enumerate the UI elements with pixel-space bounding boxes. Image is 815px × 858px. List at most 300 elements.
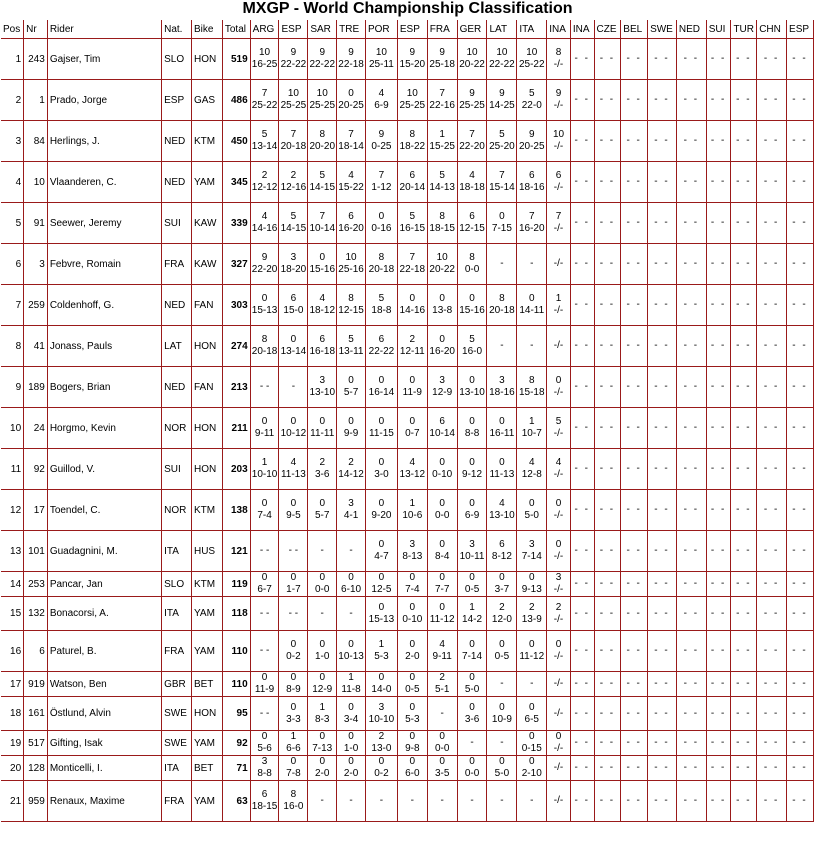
- empty-result: - -: [574, 176, 590, 187]
- cell-rider: Renaux, Maxime: [47, 781, 161, 822]
- empty-result: - -: [574, 737, 590, 748]
- race-results: 18-22: [399, 141, 426, 152]
- cell-race-result: [757, 572, 787, 597]
- race-points: 0: [499, 416, 505, 427]
- col-header-race: BEL: [621, 20, 648, 39]
- cell-race-result: [621, 326, 648, 367]
- empty-result: - -: [736, 795, 752, 806]
- empty-result: - -: [626, 94, 642, 105]
- cell-race-result: [279, 597, 308, 631]
- race-points: 8: [469, 252, 475, 263]
- cell-race-result: [648, 756, 677, 781]
- race-points: 2: [409, 334, 416, 345]
- cell-total: 110: [222, 631, 250, 672]
- cell-race-result: [279, 203, 308, 244]
- race-results: 7-14: [521, 551, 542, 562]
- empty-result: - -: [683, 53, 700, 64]
- cell-race-result: [517, 756, 547, 781]
- empty-result: - -: [763, 795, 780, 806]
- race-results: 6-7: [257, 584, 272, 595]
- race-results: 0-25: [371, 141, 392, 152]
- cell-race-result: [594, 408, 621, 449]
- cell-race-result: [365, 367, 397, 408]
- cell-race-result: [570, 631, 594, 672]
- cell-pos: 4: [1, 162, 24, 203]
- race-points: 0: [469, 701, 475, 713]
- cell-race-result: [570, 285, 594, 326]
- empty-result: - -: [736, 463, 752, 474]
- col-header-race: ESP: [787, 20, 814, 39]
- race-results: 4-7: [374, 551, 389, 562]
- cell-race-result: [594, 244, 621, 285]
- cell-race-result: [487, 781, 517, 822]
- race-points: -: [530, 795, 534, 806]
- empty-result: - -: [763, 737, 780, 748]
- race-points: 0: [261, 416, 268, 427]
- empty-result: - -: [599, 463, 616, 474]
- empty-result: - -: [683, 176, 700, 187]
- race-results: 16-18: [309, 346, 336, 357]
- empty-result: - -: [736, 135, 752, 146]
- cell-race-result: [517, 490, 547, 531]
- cell-race-result: [547, 326, 571, 367]
- cell-total: 138: [222, 490, 250, 531]
- col-header-race: NED: [676, 20, 706, 39]
- empty-result: - -: [654, 645, 670, 656]
- cell-race-result: [457, 572, 487, 597]
- race-results: 18-15: [251, 801, 278, 812]
- cell-race-result: [706, 162, 731, 203]
- race-points: 10: [552, 129, 565, 140]
- cell-race-result: [547, 731, 571, 756]
- cell-race-result: [365, 731, 397, 756]
- race-results: 0-10: [402, 613, 423, 625]
- race-results: 12-11: [399, 346, 425, 357]
- cell-race-result: [517, 285, 547, 326]
- cell-race-result: [570, 531, 594, 572]
- empty-result: - -: [626, 135, 642, 146]
- cell-race-result: [397, 244, 427, 285]
- cell-race-result: [250, 756, 279, 781]
- table-row: [1, 80, 814, 121]
- race-points: -: [500, 678, 504, 689]
- cell-race-result: [621, 697, 648, 731]
- cell-race-result: [308, 756, 337, 781]
- cell-race-result: [547, 80, 571, 121]
- race-results: 12-0: [491, 613, 512, 625]
- cell-rider: Bogers, Brian: [47, 367, 161, 408]
- race-results: 14-11: [519, 305, 545, 316]
- empty-result: - -: [710, 578, 727, 589]
- race-points: -/-: [553, 258, 564, 269]
- race-results: 11-9: [402, 387, 422, 398]
- empty-result: - -: [792, 176, 808, 187]
- race-results: 8-13: [402, 551, 423, 562]
- race-points: 0: [319, 639, 325, 650]
- race-results: 10-10: [251, 469, 278, 480]
- empty-result: - -: [626, 299, 642, 310]
- cell-nat: SWE: [162, 697, 192, 731]
- race-results: 20-18: [251, 346, 278, 357]
- race-points: 2: [439, 672, 445, 683]
- race-points: 8: [555, 47, 562, 58]
- race-results: 3-4: [343, 713, 359, 725]
- cell-race-result: [457, 162, 487, 203]
- race-points: 4: [555, 457, 562, 468]
- cell-race-result: [787, 285, 814, 326]
- empty-result: - -: [654, 53, 670, 64]
- race-points: 0: [409, 639, 416, 650]
- cell-race-result: [676, 531, 706, 572]
- cell-race-result: [337, 121, 366, 162]
- cell-race-result: [337, 285, 366, 326]
- cell-race-result: [676, 572, 706, 597]
- race-results: 0-2: [374, 768, 389, 779]
- cell-nat: FRA: [162, 631, 192, 672]
- race-points: 9: [290, 47, 297, 58]
- cell-nr: 959: [24, 781, 48, 822]
- table-row: [1, 697, 814, 731]
- col-header-race: TRE: [337, 20, 366, 39]
- cell-race-result: [676, 408, 706, 449]
- cell-race-result: [397, 597, 427, 631]
- race-points: 1: [439, 129, 445, 140]
- col-header-nat: Nat.: [162, 20, 192, 39]
- empty-result: - -: [792, 578, 808, 589]
- cell-rider: Toendel, C.: [47, 490, 161, 531]
- empty-result: - -: [599, 504, 616, 515]
- empty-result: - -: [599, 678, 616, 689]
- race-points: 0: [409, 416, 416, 427]
- empty-result: - -: [599, 94, 616, 105]
- cell-race-result: [308, 449, 337, 490]
- cell-race-result: [427, 80, 457, 121]
- cell-bike: BET: [191, 672, 222, 697]
- cell-total: 274: [222, 326, 250, 367]
- race-results: 8-4: [434, 551, 450, 562]
- race-points: 8: [439, 211, 445, 222]
- race-results: 2-0: [343, 768, 359, 779]
- cell-race-result: [547, 672, 571, 697]
- race-results: 11-9: [254, 684, 275, 695]
- race-points: 2: [555, 601, 562, 613]
- cell-race-result: [487, 631, 517, 672]
- cell-race-result: [594, 572, 621, 597]
- cell-race-result: [706, 597, 731, 631]
- race-points: 6: [469, 211, 475, 222]
- cell-race-result: [787, 203, 814, 244]
- cell-race-result: [279, 781, 308, 822]
- cell-race-result: [757, 367, 787, 408]
- cell-race-result: [365, 572, 397, 597]
- cell-race-result: [731, 39, 757, 80]
- cell-race-result: [570, 80, 594, 121]
- cell-race-result: [397, 203, 427, 244]
- cell-race-result: [570, 244, 594, 285]
- cell-total: 303: [222, 285, 250, 326]
- race-points: 6: [319, 334, 325, 345]
- race-points: 0: [528, 498, 535, 509]
- race-points: 0: [469, 756, 475, 767]
- race-points: 4: [261, 211, 268, 222]
- race-points: 5: [319, 170, 325, 181]
- cell-pos: 5: [1, 203, 24, 244]
- race-results: 6-9: [374, 100, 389, 111]
- empty-result: - -: [710, 678, 727, 689]
- cell-race-result: [279, 756, 308, 781]
- col-header-race: CHN: [757, 20, 787, 39]
- cell-race-result: [250, 244, 279, 285]
- race-points: - -: [288, 545, 299, 556]
- race-results: 9-12: [462, 469, 483, 480]
- race-points: 0: [290, 416, 297, 427]
- cell-race-result: [594, 285, 621, 326]
- race-results: -/-: [553, 613, 564, 625]
- race-results: 0-2: [286, 651, 301, 662]
- race-results: 1-12: [371, 182, 392, 193]
- empty-result: - -: [792, 340, 808, 351]
- empty-result: - -: [626, 53, 642, 64]
- cell-race-result: [397, 449, 427, 490]
- race-results: 20-22: [459, 59, 485, 70]
- cell-bike: YAM: [191, 781, 222, 822]
- race-results: 18-18: [459, 182, 485, 193]
- cell-race-result: [457, 697, 487, 731]
- race-results: 8-3: [315, 713, 330, 725]
- empty-result: - -: [654, 504, 670, 515]
- race-points: 5: [499, 129, 505, 140]
- race-points: 3: [409, 539, 416, 550]
- cell-race-result: [427, 408, 457, 449]
- cell-race-result: [757, 781, 787, 822]
- race-points: - -: [259, 607, 270, 619]
- cell-race-result: [706, 697, 731, 731]
- cell-race-result: [487, 490, 517, 531]
- empty-result: - -: [683, 504, 700, 515]
- table-row: [1, 39, 814, 80]
- empty-result: - -: [792, 463, 808, 474]
- race-points: 1: [555, 293, 562, 304]
- empty-result: - -: [683, 707, 700, 719]
- cell-race-result: [787, 490, 814, 531]
- empty-result: - -: [792, 422, 808, 433]
- empty-result: - -: [654, 707, 670, 719]
- race-points: -/-: [553, 678, 564, 689]
- cell-race-result: [570, 572, 594, 597]
- cell-race-result: [365, 449, 397, 490]
- race-results: 18-8: [371, 305, 392, 316]
- cell-bike: FAN: [191, 285, 222, 326]
- cell-rider: Gifting, Isak: [47, 731, 161, 756]
- cell-total: 519: [222, 39, 250, 80]
- empty-result: - -: [599, 135, 616, 146]
- cell-race-result: [547, 490, 571, 531]
- cell-race-result: [787, 781, 814, 822]
- cell-race-result: [676, 449, 706, 490]
- race-results: 11-15: [369, 428, 394, 439]
- cell-bike: KAW: [191, 244, 222, 285]
- race-results: 11-12: [429, 613, 455, 625]
- race-results: 15-22: [338, 182, 364, 193]
- race-points: 3: [319, 375, 325, 386]
- cell-race-result: [397, 697, 427, 731]
- race-results: 5-0: [524, 510, 539, 521]
- empty-result: - -: [710, 176, 727, 187]
- race-results: 22-16: [429, 100, 455, 111]
- race-points: 4: [528, 457, 535, 468]
- cell-race-result: [365, 326, 397, 367]
- cell-race-result: [397, 39, 427, 80]
- race-points: - -: [259, 707, 270, 719]
- race-points: 0: [290, 334, 297, 345]
- race-results: 7-15: [491, 223, 512, 234]
- cell-race-result: [787, 408, 814, 449]
- race-results: 10-14: [309, 223, 336, 234]
- race-points: 0: [499, 756, 505, 767]
- empty-result: - -: [574, 607, 590, 619]
- cell-race-result: [427, 731, 457, 756]
- race-points: 0: [439, 539, 445, 550]
- cell-race-result: [337, 39, 366, 80]
- cell-race-result: [279, 572, 308, 597]
- race-results: 2-10: [521, 768, 542, 779]
- race-results: 14-16: [251, 223, 278, 234]
- cell-bike: HON: [191, 449, 222, 490]
- empty-result: - -: [683, 299, 700, 310]
- cell-race-result: [397, 531, 427, 572]
- race-points: -: [500, 795, 504, 806]
- cell-rider: Herlings, J.: [47, 121, 161, 162]
- cell-race-result: [547, 39, 571, 80]
- cell-nr: 6: [24, 631, 48, 672]
- empty-result: - -: [599, 707, 616, 719]
- cell-bike: HUS: [191, 531, 222, 572]
- empty-result: - -: [736, 762, 752, 773]
- cell-race-result: [676, 731, 706, 756]
- empty-result: - -: [710, 217, 727, 228]
- cell-bike: YAM: [191, 731, 222, 756]
- race-points: -: [530, 678, 534, 689]
- cell-race-result: [250, 672, 279, 697]
- cell-race-result: [487, 244, 517, 285]
- race-points: 3: [348, 498, 354, 509]
- cell-race-result: [787, 756, 814, 781]
- cell-race-result: [594, 39, 621, 80]
- race-points: 3: [469, 539, 475, 550]
- cell-race-result: [594, 326, 621, 367]
- cell-race-result: [250, 121, 279, 162]
- empty-result: - -: [574, 422, 590, 433]
- cell-race-result: [547, 449, 571, 490]
- race-results: 2-0: [405, 651, 420, 662]
- cell-nat: NED: [162, 367, 192, 408]
- cell-race-result: [731, 631, 757, 672]
- cell-race-result: [757, 244, 787, 285]
- empty-result: - -: [710, 53, 727, 64]
- cell-race-result: [397, 572, 427, 597]
- cell-race-result: [648, 697, 677, 731]
- empty-result: - -: [654, 463, 670, 474]
- cell-race-result: [517, 121, 547, 162]
- race-points: 5: [261, 129, 268, 140]
- col-header-race: SWE: [648, 20, 677, 39]
- race-results: 13-10: [309, 387, 336, 398]
- cell-race-result: [427, 121, 457, 162]
- race-points: 5: [469, 334, 475, 345]
- race-results: 20-18: [368, 264, 395, 275]
- race-results: 22-0: [521, 100, 542, 111]
- cell-race-result: [517, 731, 547, 756]
- cell-race-result: [547, 203, 571, 244]
- empty-result: - -: [574, 135, 590, 146]
- empty-result: - -: [626, 737, 642, 748]
- race-results: 13-12: [399, 469, 426, 480]
- empty-result: - -: [626, 217, 642, 228]
- race-results: -/-: [553, 59, 564, 70]
- cell-nat: NOR: [162, 408, 192, 449]
- race-points: 0: [409, 601, 416, 613]
- cell-race-result: [594, 781, 621, 822]
- race-points: 0: [290, 498, 297, 509]
- empty-result: - -: [710, 645, 727, 656]
- empty-result: - -: [763, 135, 780, 146]
- cell-nat: LAT: [162, 326, 192, 367]
- empty-result: - -: [763, 762, 780, 773]
- cell-race-result: [308, 697, 337, 731]
- race-points: 5: [555, 416, 562, 427]
- empty-result: - -: [736, 299, 752, 310]
- race-results: 10-6: [402, 510, 423, 521]
- race-points: -: [349, 795, 353, 806]
- cell-race-result: [365, 244, 397, 285]
- cell-race-result: [731, 756, 757, 781]
- race-points: 0: [439, 457, 445, 468]
- race-points: 2: [290, 170, 297, 181]
- cell-race-result: [648, 367, 677, 408]
- cell-race-result: [757, 756, 787, 781]
- race-results: 25-18: [429, 59, 455, 70]
- race-points: - -: [259, 545, 270, 556]
- cell-race-result: [308, 367, 337, 408]
- race-results: 10-10: [368, 713, 395, 725]
- empty-result: - -: [792, 645, 808, 656]
- cell-race-result: [621, 244, 648, 285]
- cell-race-result: [621, 449, 648, 490]
- race-results: 5-0: [494, 768, 510, 779]
- col-header-race: FRA: [427, 20, 457, 39]
- empty-result: - -: [574, 340, 590, 351]
- race-points: 4: [469, 170, 475, 181]
- empty-result: - -: [736, 53, 752, 64]
- race-results: 3-5: [434, 768, 450, 779]
- race-points: -: [500, 340, 504, 351]
- race-results: 25-16: [338, 264, 364, 275]
- cell-race-result: [547, 162, 571, 203]
- cell-bike: KTM: [191, 121, 222, 162]
- cell-race-result: [487, 408, 517, 449]
- race-results: 12-5: [371, 584, 392, 595]
- race-points: 2: [499, 601, 505, 613]
- cell-race-result: [570, 597, 594, 631]
- cell-race-result: [457, 39, 487, 80]
- cell-race-result: [337, 162, 366, 203]
- cell-race-result: [731, 367, 757, 408]
- cell-nat: ESP: [162, 80, 192, 121]
- race-results: 16-14: [368, 387, 395, 398]
- table-row: [1, 490, 814, 531]
- empty-result: - -: [654, 258, 670, 269]
- cell-race-result: [427, 162, 457, 203]
